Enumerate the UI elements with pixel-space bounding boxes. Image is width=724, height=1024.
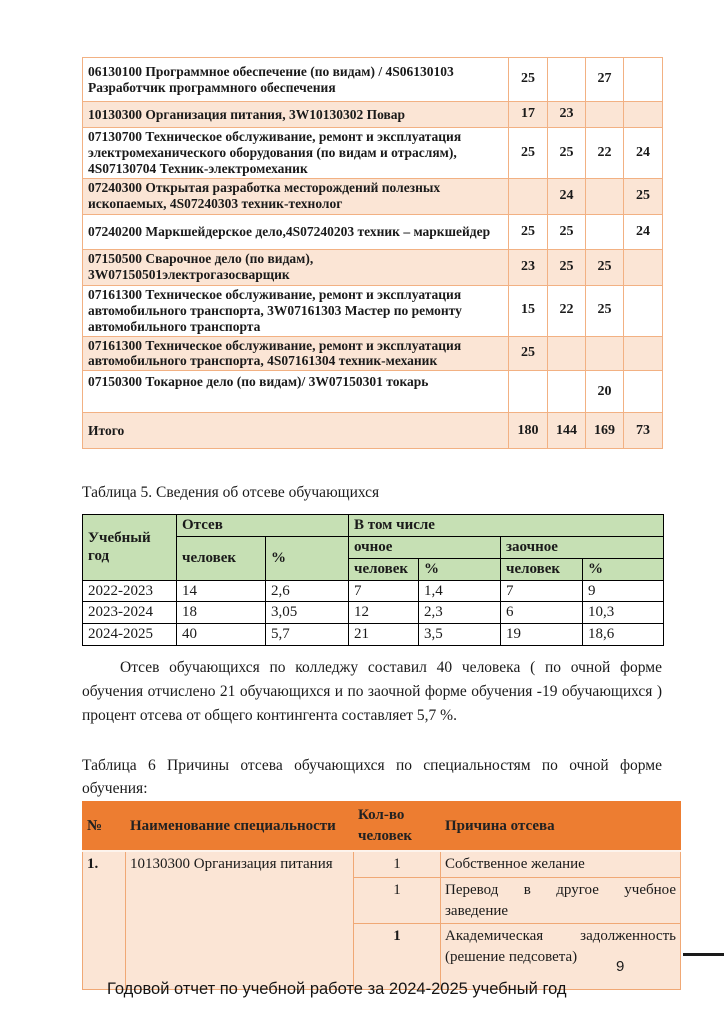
header-percent: %: [419, 558, 501, 580]
cell-value: [548, 371, 586, 413]
cell-value: 15: [509, 285, 548, 336]
header-including: В том числе: [349, 515, 664, 537]
dropout-table: [82, 514, 664, 646]
total-value: 169: [586, 413, 624, 449]
header-full-time: очное: [349, 536, 501, 558]
specialty-label: 07240200 Маркшейдерское дело,4S07240203 техник – маркшейдер: [83, 214, 509, 249]
specialty-label: 07150300 Токарное дело (по видам)/ 3W07150301 токарь: [83, 371, 509, 413]
table-row: [83, 285, 663, 336]
cell-value: 22: [548, 285, 586, 336]
cell-value: 25: [548, 128, 586, 179]
cell-value: [586, 102, 624, 128]
cell-value: 25: [586, 285, 624, 336]
cell-value: 10,3: [583, 602, 664, 624]
cell-value: 40: [177, 624, 266, 646]
cell-value: [509, 178, 548, 214]
header-people: человек: [177, 536, 266, 580]
specialty-label: 07240300 Открытая разработка месторождений полезных ископаемых, 4S07240303 техник-технолог: [83, 178, 509, 214]
dropout-reasons-table: [82, 801, 681, 990]
specialty-label: 07161300 Техническое обслуживание, ремонт и эксплуатация автомобильного транспорта, 3W07161303 Мастер по ремонту автомобильного транспорта: [83, 285, 509, 336]
table-row: [83, 102, 663, 128]
cell-value: [586, 336, 624, 371]
header-number: №: [83, 802, 126, 852]
year-cell: 2024-2025: [83, 624, 177, 646]
cell-value: [548, 58, 586, 102]
header-part-time: заочное: [501, 536, 664, 558]
specialty-cell: 10130300 Организация питания: [126, 851, 354, 990]
cell-value: 25: [509, 336, 548, 371]
cell-value: 3,5: [419, 624, 501, 646]
cell-value: 23: [548, 102, 586, 128]
table-row: [83, 128, 663, 179]
cell-value: 18,6: [583, 624, 664, 646]
cell-value: 25: [509, 214, 548, 249]
footer-text: Годовой отчет по учебной работе за 2024-2025 учебный год: [107, 980, 567, 998]
cell-value: [624, 336, 663, 371]
specialty-label: 07161300 Техническое обслуживание, ремонт и эксплуатация автомобильного транспорта, 4S07161304 техник-механик: [83, 336, 509, 371]
cell-value: [586, 178, 624, 214]
specialty-label: 07130700 Техническое обслуживание, ремонт и эксплуатация электромеханического оборудования (по видам и отраслям), 4S07130704 Техник-электромеханик: [83, 128, 509, 179]
total-value: 180: [509, 413, 548, 449]
total-label: Итого: [83, 413, 509, 449]
reason-cell: Академическая задолженность (решение педсовета): [441, 924, 681, 990]
cell-value: 23: [509, 249, 548, 285]
table-header-row: [83, 802, 681, 852]
cell-value: [624, 249, 663, 285]
year-cell: 2022-2023: [83, 580, 177, 602]
enrollment-table: [82, 57, 663, 449]
page-number: 9: [616, 958, 625, 975]
cell-value: 25: [548, 214, 586, 249]
header-reason: Причина отсева: [441, 802, 681, 852]
total-value: 73: [624, 413, 663, 449]
cell-value: 3,05: [266, 602, 349, 624]
row-number: 1.: [83, 851, 126, 990]
cell-value: 7: [501, 580, 583, 602]
cell-value: 19: [501, 624, 583, 646]
cell-value: 25: [586, 249, 624, 285]
cell-value: 2,3: [419, 602, 501, 624]
table-row: [83, 336, 663, 371]
table-row: [83, 624, 664, 646]
cell-value: [548, 336, 586, 371]
cell-value: [509, 371, 548, 413]
cell-value: 27: [586, 58, 624, 102]
cell-value: 6: [501, 602, 583, 624]
cell-value: [624, 58, 663, 102]
year-cell: 2023-2024: [83, 602, 177, 624]
cell-value: 1,4: [419, 580, 501, 602]
cell-value: 17: [509, 102, 548, 128]
table-row: [83, 580, 664, 602]
cell-value: [624, 371, 663, 413]
count-cell: 1: [354, 924, 441, 990]
cell-value: 25: [624, 178, 663, 214]
cell-value: 12: [349, 602, 419, 624]
cell-value: 24: [624, 214, 663, 249]
table6-caption: Таблица 6 Причины отсева обучающихся по специальностям по очной форме обучения:: [82, 757, 662, 797]
table-row: [83, 851, 681, 878]
specialty-label: 07150500 Сварочное дело (по видам), 3W07150501электрогазосварщик: [83, 249, 509, 285]
header-percent: %: [583, 558, 664, 580]
cell-value: 7: [349, 580, 419, 602]
reason-cell: Собственное желание: [441, 851, 681, 878]
header-year: Учебный год: [83, 515, 177, 581]
table-row: [83, 58, 663, 102]
cell-value: [586, 214, 624, 249]
count-cell: 1: [354, 851, 441, 878]
cell-value: 9: [583, 580, 664, 602]
cell-value: 2,6: [266, 580, 349, 602]
cell-value: 21: [349, 624, 419, 646]
table-row: [83, 178, 663, 214]
cell-value: 22: [586, 128, 624, 179]
cell-value: 25: [509, 128, 548, 179]
cell-value: 25: [548, 249, 586, 285]
reason-cell: Перевод в другое учебное заведение: [441, 878, 681, 924]
cell-value: 5,7: [266, 624, 349, 646]
total-value: 144: [548, 413, 586, 449]
header-dropout: Отсев: [177, 515, 349, 537]
cell-value: 24: [624, 128, 663, 179]
cell-value: 25: [509, 58, 548, 102]
table-row: [83, 602, 664, 624]
header-percent: %: [266, 536, 349, 580]
table5-caption: Таблица 5. Сведения об отсеве обучающихся: [82, 484, 380, 501]
table-row: [83, 214, 663, 249]
cell-value: 24: [548, 178, 586, 214]
header-specialty: Наименование специальности: [126, 802, 354, 852]
specialty-label: 10130300 Организация питания, 3W10130302 Повар: [83, 102, 509, 128]
specialty-label: 06130100 Программное обеспечение (по видам) / 4S06130103 Разработчик программного обеспечения: [83, 58, 509, 102]
dropout-summary-paragraph: Отсев обучающихся по колледжу составил 40 человека ( по очной форме обучения отчислено 21 обучающихся и по заочной форме обучения -19 обучающихся ) процент отсева от общего контингента составляет 5,7 %.: [82, 659, 662, 724]
table-row: [83, 371, 663, 413]
header-people: человек: [349, 558, 419, 580]
cell-value: 14: [177, 580, 266, 602]
table-row: [83, 249, 663, 285]
header-people: человек: [501, 558, 583, 580]
cell-value: 20: [586, 371, 624, 413]
total-row: [83, 413, 663, 449]
count-cell: 1: [354, 878, 441, 924]
cell-value: [624, 102, 663, 128]
page-edge-line: [683, 953, 724, 956]
header-count: Кол-во человек: [354, 802, 441, 852]
cell-value: 18: [177, 602, 266, 624]
cell-value: [624, 285, 663, 336]
